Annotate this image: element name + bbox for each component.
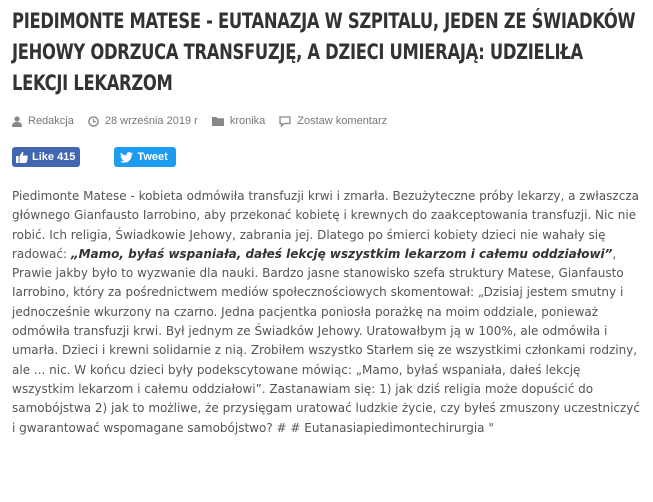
social-buttons: [12, 147, 176, 167]
category-link[interactable]: kronika: [229, 115, 266, 127]
facebook-thumb-icon: [16, 151, 28, 163]
meta-comments[interactable]: [279, 115, 387, 127]
user-icon: [12, 116, 22, 127]
meta-category[interactable]: [212, 115, 265, 127]
article-title: PIEDIMONTE MATESE - EUTANAZJA W SZPITALU, JEDEN ZE ŚWIADKÓW JEHOWY ODRZUCA TRANSFUZJĘ, A DZIECI UMIERAJĄ: UDZIELIŁA LEKCJI LEKARZOM: [12, 9, 636, 95]
tweet-button[interactable]: [114, 147, 175, 167]
post-meta: [12, 115, 401, 127]
body-quote: „Mamo, byłaś wspaniała, dałeś lekcję wszystkim lekarzom i całemu oddziałowi”: [70, 246, 613, 261]
meta-author[interactable]: [12, 115, 74, 127]
leave-comment-link[interactable]: Zostaw komentarz: [297, 115, 388, 127]
comment-icon: [279, 116, 291, 127]
article: [12, 0, 642, 435]
article-body: [12, 187, 640, 438]
clock-icon: [88, 116, 99, 127]
meta-date: [88, 115, 198, 127]
facebook-like-button[interactable]: [12, 147, 80, 167]
body-text-part1: Piedimonte Matese - kobieta odmówiła transfuzji krwi i zmarła. Bezużyteczne próby lekarzy, a zwłaszcza głównego Gianfausto Iarrobino, aby przekonać kobietę i krewnych do zaakceptowania transfuzji. Nic nie robić. Ich religia, Świadkowie Jehowy, zabrania jej. Dlatego po śmierci kobiety dzieci nie wahały się radować:: [12, 189, 639, 261]
post-date: 28 września 2019 r: [104, 115, 198, 127]
author-link[interactable]: Redakcja: [28, 115, 74, 127]
tweet-label: Tweet: [137, 151, 168, 163]
body-text-part2: , Prawie jakby było to wyzwanie dla nauki. Bardzo jasne stanowisko szefa struktury Matese, Gianfausto Iarrobino, który za pośrednictwem mediów społecznościowych skomentował: „Dzisiaj jestem smutny i jednocześnie wkurzony na czarno. Jedna pacjentka poniosła porażkę na moim oddziale, ponieważ odmówiła transfuzji krwi. Był jednym ze Świadków Jehowy. Uratowałbym ją w 100%, ale odmówiła i umarła. Dzieci i krewni solidarnie z nią. Zrobiłem wszystko Starłem się ze wszystkimi członkami rodziny, ale ... nic. W końcu dzieci były podekscytowane mówiąc: „Mamo, byłaś wspaniała, dałeś lekcję wszystkim lekarzom i całemu oddziałowi”. Zastanawiam się: 1) jak dziś religia może dopuścić do samobójstwa 2) jak to możliwe, że przysięgam uratować ludzkie życie, czy byłeś zmuszony uczestniczyć i gwarantować wspomagane samobójstwo? # # Eutanasiapiedimontechirurgia ": [12, 246, 641, 435]
folder-icon: [212, 116, 224, 126]
body-paragraph: [12, 187, 640, 438]
twitter-bird-icon: [120, 152, 133, 163]
like-count-label: Like 415: [32, 151, 76, 163]
